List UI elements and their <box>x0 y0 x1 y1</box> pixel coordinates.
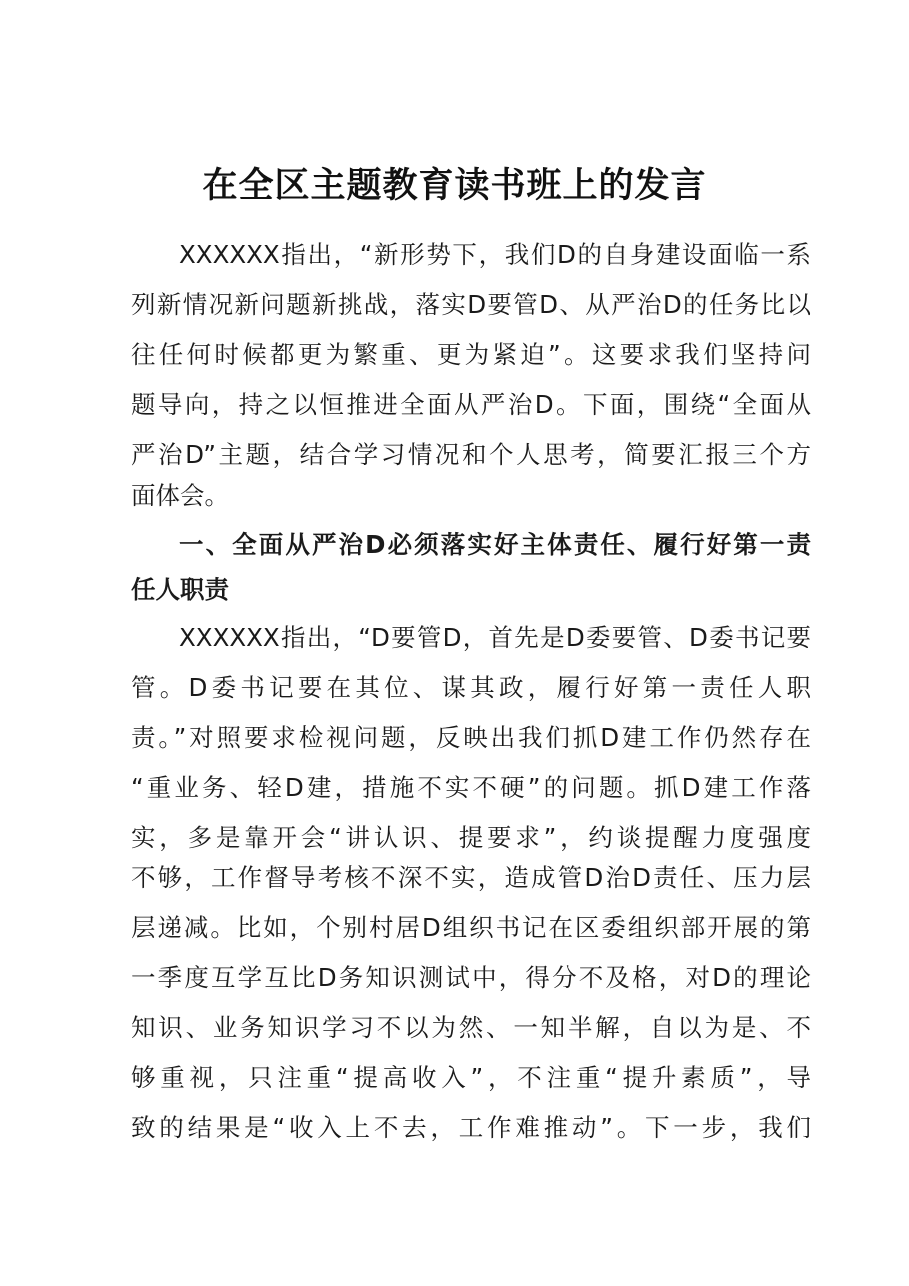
section-heading-line: 一、全面从严治D必须落实好主体责任、履行好第一责 <box>179 530 811 559</box>
paragraph-line: 严治D”主题，结合学习情况和个人思考，简要汇报三个方 <box>131 440 811 469</box>
paragraph-line: 面体会。 <box>131 481 229 510</box>
paragraph-line: 知识、业务知识学习不以为然、一知半解，自以为是、不 <box>131 1013 811 1042</box>
paragraph-line: XXXXXX指出，“D要管D，首先是D委要管、D委书记要 <box>179 623 811 652</box>
paragraph-line: 往任何时候都更为繁重、更为紧迫”。这要求我们坚持问 <box>131 340 811 369</box>
paragraph-line: 不够，工作督导考核不深不实，造成管D治D责任、压力层 <box>131 863 811 892</box>
paragraph-line: 管。D委书记要在其位、谋其政，履行好第一责任人职 <box>131 673 811 702</box>
section-heading-line: 任人职责 <box>131 575 229 604</box>
paragraph-line: 实，多是靠开会“讲认识、提要求”，约谈提醒力度强度 <box>131 823 811 852</box>
paragraph-line: 够重视，只注重“提高收入”，不注重“提升素质”，导 <box>131 1063 811 1092</box>
document-title: 在全区主题教育读书班上的发言 <box>202 165 707 206</box>
paragraph-line: 题导向，持之以恒推进全面从严治D。下面，围绕“全面从 <box>131 390 811 419</box>
paragraph-line: 列新情况新问题新挑战，落实D要管D、从严治D的任务比以 <box>131 290 811 319</box>
paragraph-line: 致的结果是“收入上不去，工作难推动”。下一步，我们 <box>131 1113 811 1142</box>
paragraph-line: 层递减。比如，个别村居D组织书记在区委组织部开展的第 <box>131 913 811 942</box>
paragraph-line: XXXXXX指出，“新形势下，我们D的自身建设面临一系 <box>179 240 811 269</box>
paragraph-line: “重业务、轻D建，措施不实不硬”的问题。抓D建工作落 <box>131 773 811 802</box>
paragraph-line: 一季度互学互比D务知识测试中，得分不及格，对D的理论 <box>131 963 811 992</box>
paragraph-line: 责。”对照要求检视问题，反映出我们抓D建工作仍然存在 <box>131 723 811 752</box>
